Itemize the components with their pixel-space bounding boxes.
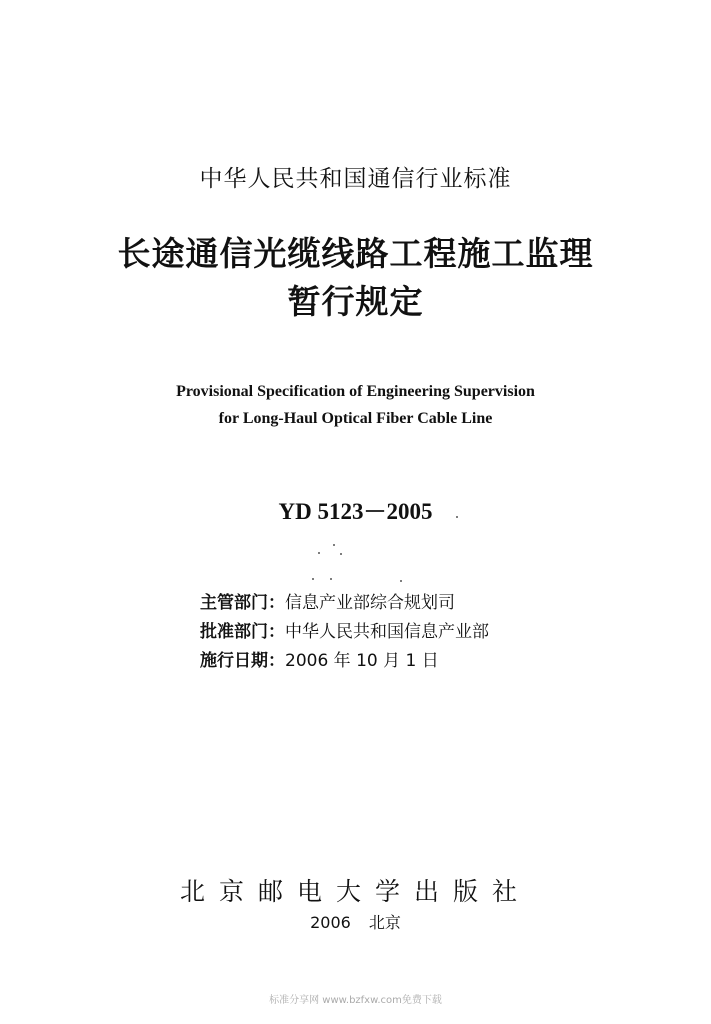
publication-year: 2006 (310, 913, 351, 932)
english-title-line-2: for Long-Haul Optical Fiber Cable Line (218, 410, 493, 427)
publication-info (0, 910, 711, 933)
print-speck (400, 580, 402, 582)
document-title-line-2: 暂行规定 (287, 282, 424, 321)
approval-department-line (200, 617, 489, 642)
publisher-name: 北京邮电大学出版社 (179, 877, 531, 906)
effective-date-value: 2006 年 10 月 1 日 (285, 651, 439, 671)
publication-city: 北京 (368, 913, 401, 932)
standard-series-heading: 中华人民共和国通信行业标准 (199, 166, 512, 192)
standard-code: YD 5123－2005 (278, 499, 433, 524)
source-watermark: 标准分享网 www.bzfxw.com免费下载 (269, 995, 442, 1006)
competent-department-value: 信息产业部综合规划司 (285, 593, 455, 613)
print-speck (318, 552, 320, 554)
effective-date-label: 施行日期： (200, 651, 285, 671)
approval-department-label: 批准部门： (200, 622, 285, 642)
document-title-line-1: 长途通信光缆线路工程施工监理 (117, 234, 594, 273)
print-speck (456, 516, 458, 518)
competent-department-label: 主管部门： (200, 593, 285, 613)
english-title-line-1: Provisional Specification of Engineering Supervision (176, 383, 535, 400)
print-speck (333, 544, 335, 546)
print-speck (340, 553, 342, 555)
print-speck (312, 578, 314, 580)
competent-department-line (200, 588, 455, 613)
effective-date-line (200, 646, 439, 671)
print-speck (330, 578, 332, 580)
approval-department-value: 中华人民共和国信息产业部 (285, 622, 489, 642)
